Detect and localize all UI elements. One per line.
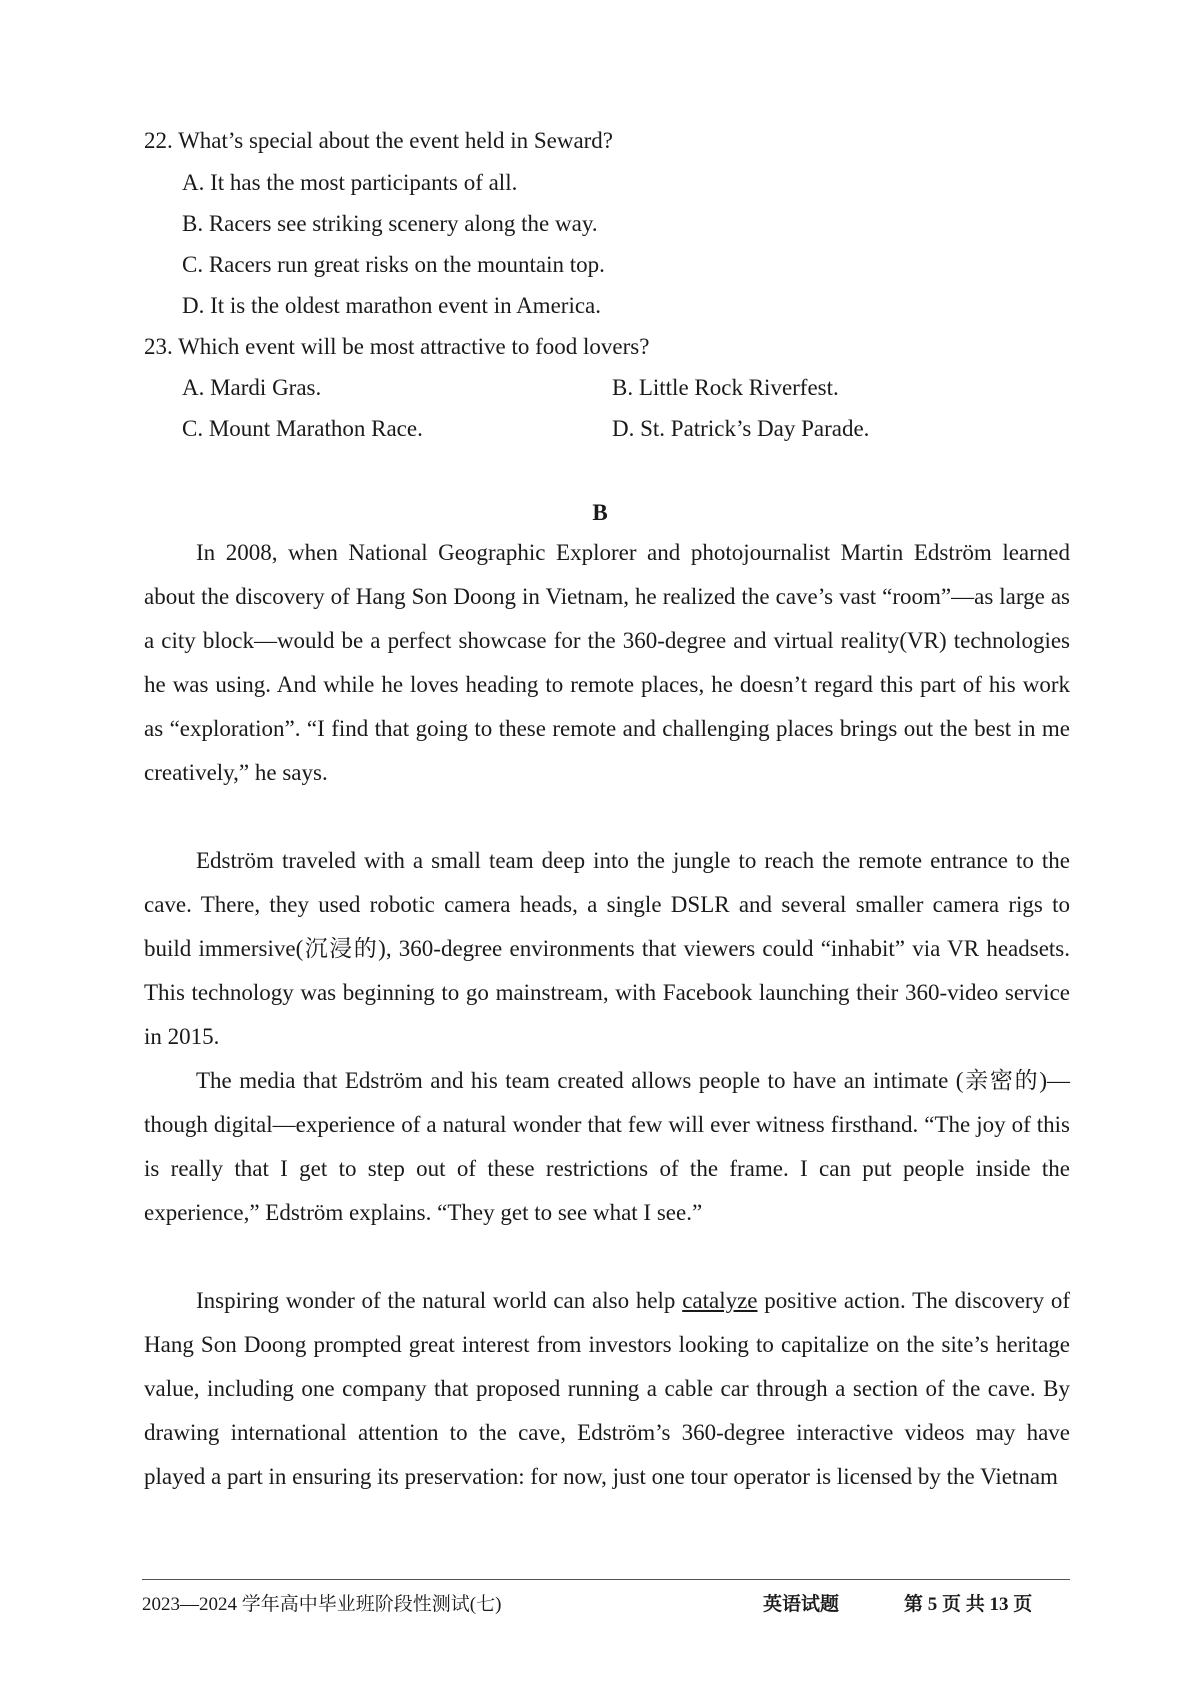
question-22-option-a: A. It has the most participants of all. xyxy=(182,170,518,195)
question-22-option-b: B. Racers see striking scenery along the way. xyxy=(182,211,598,236)
underlined-word: catalyze xyxy=(682,1288,758,1313)
passage-paragraph-3: The media that Edström and his team created allows people to have an intimate (亲密的)—though digital—experience of a natural wonder that few will ever witness firsthand. “The joy of this is really that I get to step out of these restrictions of the frame. I can put people inside the experience,” Edström explains. “They get to see what I see.” xyxy=(144,1068,1070,1225)
question-23-option-c: C. Mount Marathon Race. xyxy=(182,416,423,441)
footer-divider xyxy=(142,1579,1070,1580)
passage-paragraph-1: In 2008, when National Geographic Explorer and photojournalist Martin Edström learned about the discovery of Hang Son Doong in Vietnam, he realized the cave’s vast “room”—as large as a city block—would be a perfect showcase for the 360-degree and virtual reality(VR) technologies he was using. And while he loves heading to remote places, he doesn’t regard this part of his work as “exploration”. “I find that going to these remote and challenging places brings out the best in me creatively,” he says. xyxy=(144,540,1070,785)
paragraph-4-text-end: positive action. The discovery of Hang Son Doong prompted great interest from investors looking to capitalize on the site’s heritage value, including one company that proposed running a cable car through a section of the cave. By drawing international attention to the cave, Edström’s 360-degree interactive videos may have played a part in ensuring its preservation: for now, just one tour operator is licensed by the Vietnam xyxy=(144,1288,1070,1489)
footer-exam-name: 2023—2024 学年高中毕业班阶段性测试(七) xyxy=(142,1594,502,1615)
question-23-stem: 23. Which event will be most attractive to food lovers? xyxy=(144,334,650,359)
section-heading: B xyxy=(592,500,608,525)
question-23-option-b: B. Little Rock Riverfest. xyxy=(612,375,839,400)
question-22-option-c: C. Racers run great risks on the mountain top. xyxy=(182,252,605,277)
footer-subject: 英语试题 xyxy=(763,1594,840,1615)
question-23-option-d: D. St. Patrick’s Day Parade. xyxy=(612,416,870,441)
footer-page-info: 第 5 页 共 13 页 xyxy=(904,1594,1033,1615)
paragraph-4-text-start: Inspiring wonder of the natural world can also help xyxy=(196,1288,683,1313)
question-22-stem: 22. What’s special about the event held in Seward? xyxy=(144,128,614,153)
passage-paragraph-4 xyxy=(144,1279,1070,1499)
question-22-option-d: D. It is the oldest marathon event in America. xyxy=(182,293,601,318)
passage-paragraph-2: Edström traveled with a small team deep into the jungle to reach the remote entrance to the cave. There, they used robotic camera heads, a single DSLR and several smaller camera rigs to build immersive(沉浸的), 360-degree environments that viewers could “inhabit” via VR headsets. This technology was beginning to go mainstream, with Facebook launching their 360-video service in 2015. xyxy=(144,848,1070,1049)
question-23-option-a: A. Mardi Gras. xyxy=(182,375,322,400)
